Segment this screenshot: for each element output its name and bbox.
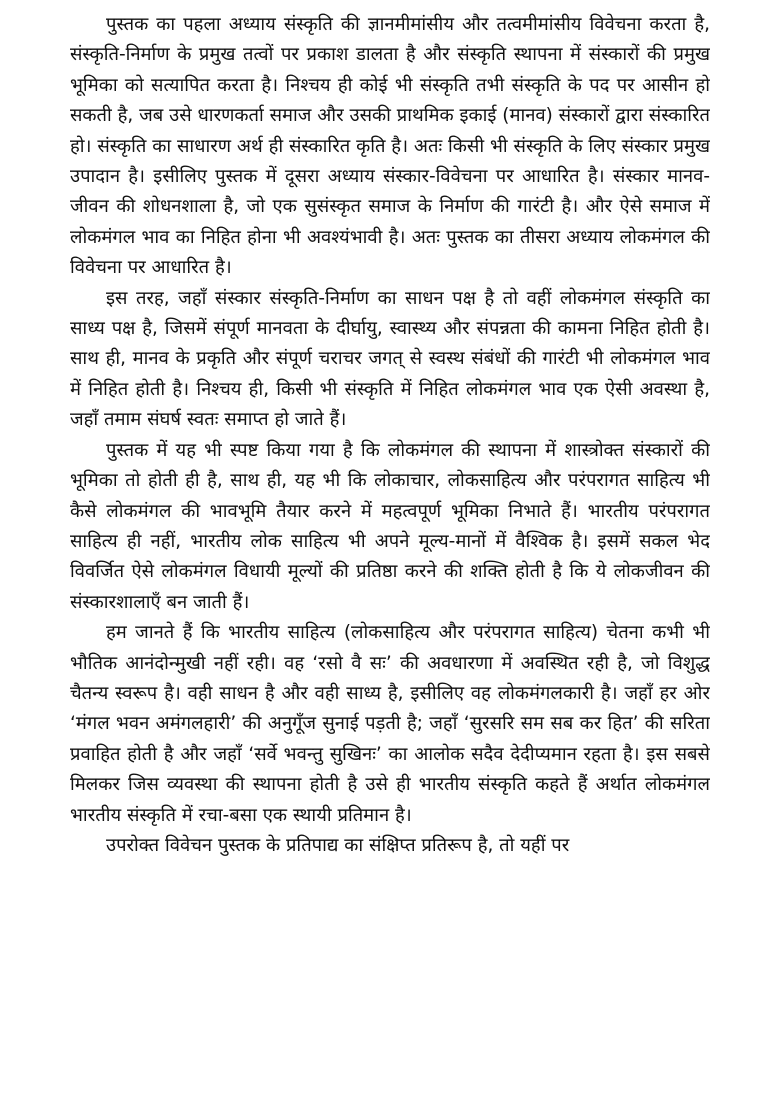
paragraph-2: इस तरह, जहाँ संस्कार संस्कृति-निर्माण का साधन पक्ष है तो वहीं लोकमंगल संस्कृति का साध्य पक्ष है, जिसमें संपूर्ण मानवता के दीर्घायु, स्वास्थ्य और संपन्नता की कामना निहित होती है। साथ ही, मानव के प्रकृति और संपूर्ण चराचर जगत् से स्वस्थ संबंधों की गारंटी भी लोकमंगल भाव में निहित होती है। निश्चय ही, किसी भी संस्कृति में निहित लोकमंगल भाव एक ऐसी अवस्था है, जहाँ तमाम संघर्ष स्वतः समाप्त हो जाते हैं। [70,287,710,431]
document-page [70,10,710,1100]
paragraph-5: उपरोक्त विवेचन पुस्तक के प्रतिपाद्य का संक्षिप्त प्रतिरूप है, तो यहीं पर [106,834,570,856]
paragraph-4: हम जानते हैं कि भारतीय साहित्य (लोकसाहित्य और परंपरागत साहित्य) चेतना कभी भी भौतिक आनंदोन्मुखी नहीं रही। वह ‘रसो वै सः’ की अवधारणा में अवस्थित रही है, जो विशुद्ध चैतन्य स्वरूप है। वही साधन है और वही साध्य है, इसीलिए वह लोकमंगलकारी है। जहाँ हर ओर ‘मंगल भवन अमंगलहारी’ की अनुगूँज सुनाई पड़ती है; जहाँ ‘सुरसरि सम सब कर हित’ की सरिता प्रवाहित होती है और जहाँ ‘सर्वे भवन्तु सुखिनः’ का आलोक सदैव देदीप्यमान रहता है। इस सबसे मिलकर जिस व्यवस्था की स्थापना होती है उसे ही भारतीय संस्कृति कहते हैं अर्थात लोकमंगल भारतीय संस्कृति में रचा-बसा एक स्थायी प्रतिमान है। [70,622,710,826]
paragraph-1: पुस्तक का पहला अध्याय संस्कृति की ज्ञानमीमांसीय और तत्वमीमांसीय विवेचना करता है, संस्कृति-निर्माण के प्रमुख तत्वों पर प्रकाश डालता है और संस्कृति स्थापना में संस्कारों की प्रमुख भूमिका को सत्यापित करता है। निश्चय ही कोई भी संस्कृति तभी संस्कृति के पद पर आसीन हो सकती है, जब उसे धारणकर्ता समाज और उसकी प्राथमिक इकाई (मानव) संस्कारों द्वारा संस्कारित हो। संस्कृति का साधारण अर्थ ही संस्कारित कृति है। अतः किसी भी संस्कृति के लिए संस्कार प्रमुख उपादान है। इसीलिए पुस्तक में दूसरा अध्याय संस्कार-विवेचना पर आधारित है। संस्कार मानव-जीवन की शोधनशाला है, जो एक सुसंस्कृत समाज के निर्माण की गारंटी है। और ऐसे समाज में लोकमंगल भाव का निहित होना भी अवश्यंभावी है। अतः पुस्तक का तीसरा अध्याय लोकमंगल की विवेचना पर आधारित है। [70,14,710,279]
paragraph-3: पुस्तक में यह भी स्पष्ट किया गया है कि लोकमंगल की स्थापना में शास्त्रोक्त संस्कारों की भूमिका तो होती ही है, साथ ही, यह भी कि लोकाचार, लोकसाहित्य और परंपरागत साहित्य भी कैसे लोकमंगल की भावभूमि तैयार करने में महत्वपूर्ण भूमिका निभाते हैं। भारतीय परंपरागत साहित्य ही नहीं, भारतीय लोक साहित्य भी अपने मूल्य-मानों में वैश्विक है। इसमें सकल भेद विवर्जित ऐसे लोकमंगल विधायी मूल्यों की प्रतिष्ठा करने की शक्ति होती है कि ये लोकजीवन की संस्कारशालाएँ बन जाती हैं। [70,439,710,613]
